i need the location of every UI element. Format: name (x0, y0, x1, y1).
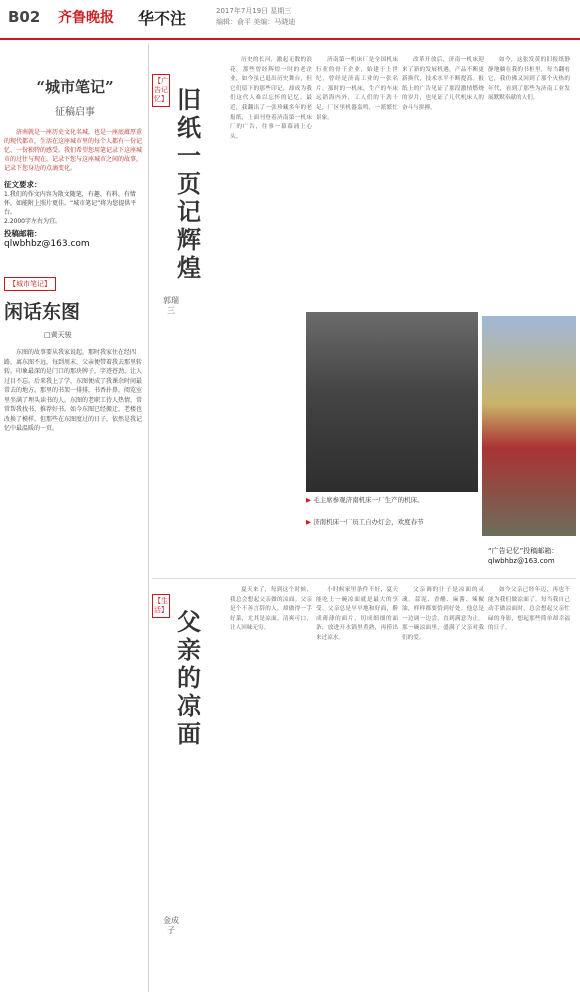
caption-marker-icon: ▶ (306, 518, 311, 526)
text-column: 改革开放后，济南一机床迎来了新的发展机遇，产品不断更新换代，技术水平不断提高。报纸上的广告见证了那段激情燃烧的岁月，也见证了几代机床人的奋斗与拼搏。 (402, 57, 484, 111)
text-column: 如今父亲已经年迈，再也不能为我们做凉面了。每当我自己动手做凉面时，总会想起父亲忙碌的身影，想起那些简单却幸福的日子。 (488, 587, 570, 632)
essay-title: 闲话东图 (4, 301, 81, 323)
text-column: 历史的长河，激起无数的浪花。那些曾经辉煌一时的老企业，如今虽已退出历史舞台，但它们留下的那些印记，却成为我们这代人难以忘怀的记忆。最近，我翻出了一张珍藏多年的老报纸，上面刊登着济南第一机床厂的广告，往事一幕幕涌上心头。 (230, 57, 312, 140)
issue-date: 2017年7月19日 星期三 (216, 7, 292, 15)
story-ad-memory (152, 56, 576, 576)
text-column: 济南第一机床厂是全国机床行业的骨干企业，始建于上世纪，曾经是济南工业的一张名片。那时的一机床，生产的车床远销海内外，工人们的干劲十足，厂区里机器轰鸣，一派繁忙景象。 (316, 57, 398, 121)
essay-author: □黄天骏 (44, 331, 72, 339)
editor-credits: 编辑：俞平 美编：马晓迪 (216, 18, 296, 26)
story-author: 郭瑞三 (163, 296, 179, 315)
essay-body: 东图的故事要从我家说起。那时我家住在经四路，离东图不远，每到周末，父亲便带着我去那里转转。印象最深的是门口的那块牌子，字迹苍劲，让人过目不忘。后来我上了学，东图便成了我课余时间最常去的地方。那里的书架一排排，书香扑鼻，阅览室里坐满了埋头读书的人。东图的老职工待人热情，常常帮我找书、推荐好书。如今东图已经搬迁，老楼也改换了模样，但那些在东图度过的日子，依然是我记忆中最温暖的一页。 (4, 349, 143, 432)
submission-label: “广告记忆”投稿邮箱： (488, 547, 559, 555)
lantern-festival-photo (482, 316, 576, 536)
essay-column-tag: 【城市笔记】 (4, 277, 56, 291)
story-fathers-noodles (152, 586, 576, 991)
column-divider (148, 44, 149, 992)
left-column (4, 56, 146, 986)
page-header (0, 0, 580, 40)
text-column: 如今，这张发黄的旧报纸静静地躺在我的书柜里，每当翻看它，我仿佛又回到了那个火热的年代，看到了那些为济南工业发展默默奉献的人们。 (488, 57, 570, 102)
newspaper-brand: 齐鲁晚报 (58, 10, 114, 26)
submission-info (488, 546, 576, 566)
story-title: 旧纸一页记辉煌 (177, 85, 201, 282)
text-column: 夏天来了，每到这个时候，我总会想起父亲做的凉面。父亲是个不善言辞的人，却做得一手好菜，尤其是凉面，清爽可口，让人回味无穷。 (230, 587, 312, 632)
section-title: 华不注 (138, 9, 187, 28)
caption-marker-icon: ▶ (306, 496, 311, 504)
newspaper-photo (306, 312, 478, 492)
submission-email[interactable]: qlwbhbz@163.com (488, 557, 555, 565)
requirement-item: 2.2000字左右为宜。 (4, 218, 61, 225)
email-label: 投稿邮箱： (4, 229, 42, 238)
promo-subtitle: 征稿启事 (55, 107, 95, 118)
promo-body: 济南就是一座历史文化名城，也是一座底蕴厚重的现代都市，生活在这座城市里的每个人都有一份记忆、一份独特的感受。我们希望您用笔记录下这座城市的过往与现在，记录下您与这座城市之间的故事，记录下您身边的点滴变化。 (4, 129, 143, 172)
main-stories (152, 56, 576, 991)
text-column: 父亲调的汁子是凉面的灵魂。蒜泥、香醋、麻酱、辣椒油，样样都要恰到好处。他总是一边调一边尝，直到满意为止。那一碗凉面里，盛满了父亲对我们的爱。 (402, 587, 484, 641)
story-author: 金成子 (163, 916, 179, 935)
requirement-item: 1.我们的作文内容为散文随笔，有趣、有料、有情怀，如能附上照片更佳。“城市笔记”将为您提供平台。 (4, 191, 137, 216)
caption-text: 毛主席参观济南机床一厂生产的机床。 (313, 496, 424, 504)
photo-caption (306, 518, 478, 527)
promo-requirements (4, 179, 146, 249)
section-divider (152, 578, 576, 579)
story-column-tag: 【广告记忆】 (152, 74, 170, 107)
photo-caption (306, 496, 478, 505)
page-number: B02 (8, 8, 41, 26)
promo-title: “城市笔记” (36, 78, 114, 96)
dateline (216, 6, 295, 28)
text-column: 小时候家里条件不好，夏天能吃上一碗凉面就是最大的享受。父亲总是早早地和好面，擀成薄薄的面片，切成细细的面条，放进开水锅里煮熟，再捞出来过凉水。 (316, 587, 398, 641)
story-title: 父亲的凉面 (177, 607, 201, 748)
requirements-heading: 征文要求： (4, 180, 42, 189)
submission-email[interactable]: qlwbhbz@163.com (4, 239, 90, 249)
story-column-tag: 【生活】 (152, 594, 170, 618)
call-for-papers (4, 56, 146, 249)
story-text (230, 586, 576, 991)
caption-text: 济南机床一厂员工自办灯会，欢度春节 (313, 518, 424, 526)
